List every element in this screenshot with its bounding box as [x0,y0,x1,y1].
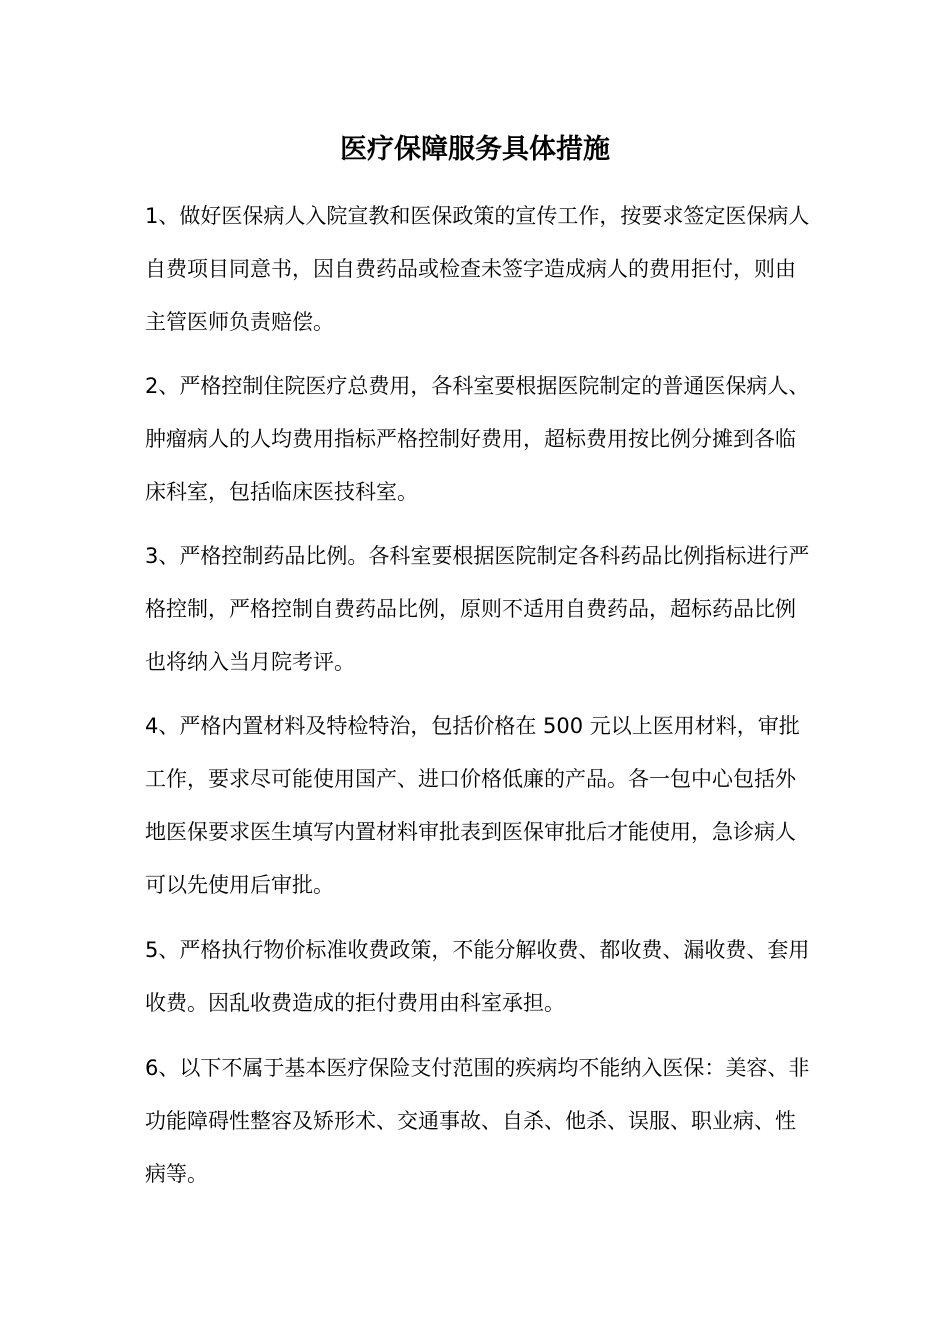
paragraph-6: 6、以下不属于基本医疗保险支付范围的疾病均不能纳入医保：美容、非功能障碍性整容及矫形术、交通事故、自杀、他杀、误服、职业病、性病等。 [145,1056,810,1186]
paragraph-1: 1、做好医保病人入院宣教和医保政策的宣传工作，按要求签定医保病人自费项目同意书，因自费药品或检查未签字造成病人的费用拒付，则由主管医师负责赔偿。 [145,204,810,334]
paragraph-3: 3、严格控制药品比例。各科室要根据医院制定各科药品比例指标进行严格控制，严格控制自费药品比例，原则不适用自费药品，超标药品比例也将纳入当月院考评。 [145,544,810,674]
paragraph-2: 2、严格控制住院医疗总费用，各科室要根据医院制定的普通医保病人、肿瘤病人的人均费用指标严格控制好费用，超标费用按比例分摊到各临床科室，包括临床医技科室。 [145,374,810,504]
document-title: 医疗保障服务具体措施 [340,134,610,165]
paragraph-5: 5、严格执行物价标准收费政策，不能分解收费、都收费、漏收费、套用收费。因乱收费造成的拒付费用由科室承担。 [145,938,810,1015]
paragraph-4: 4、严格内置材料及特检特治，包括价格在 500 元以上医用材料，审批工作，要求尽可能使用国产、进口价格低廉的产品。各一包中心包括外地医保要求医生填写内置材料审批表到医保审批后才能使用，急诊病人可以先使用后审批。 [145,714,800,897]
